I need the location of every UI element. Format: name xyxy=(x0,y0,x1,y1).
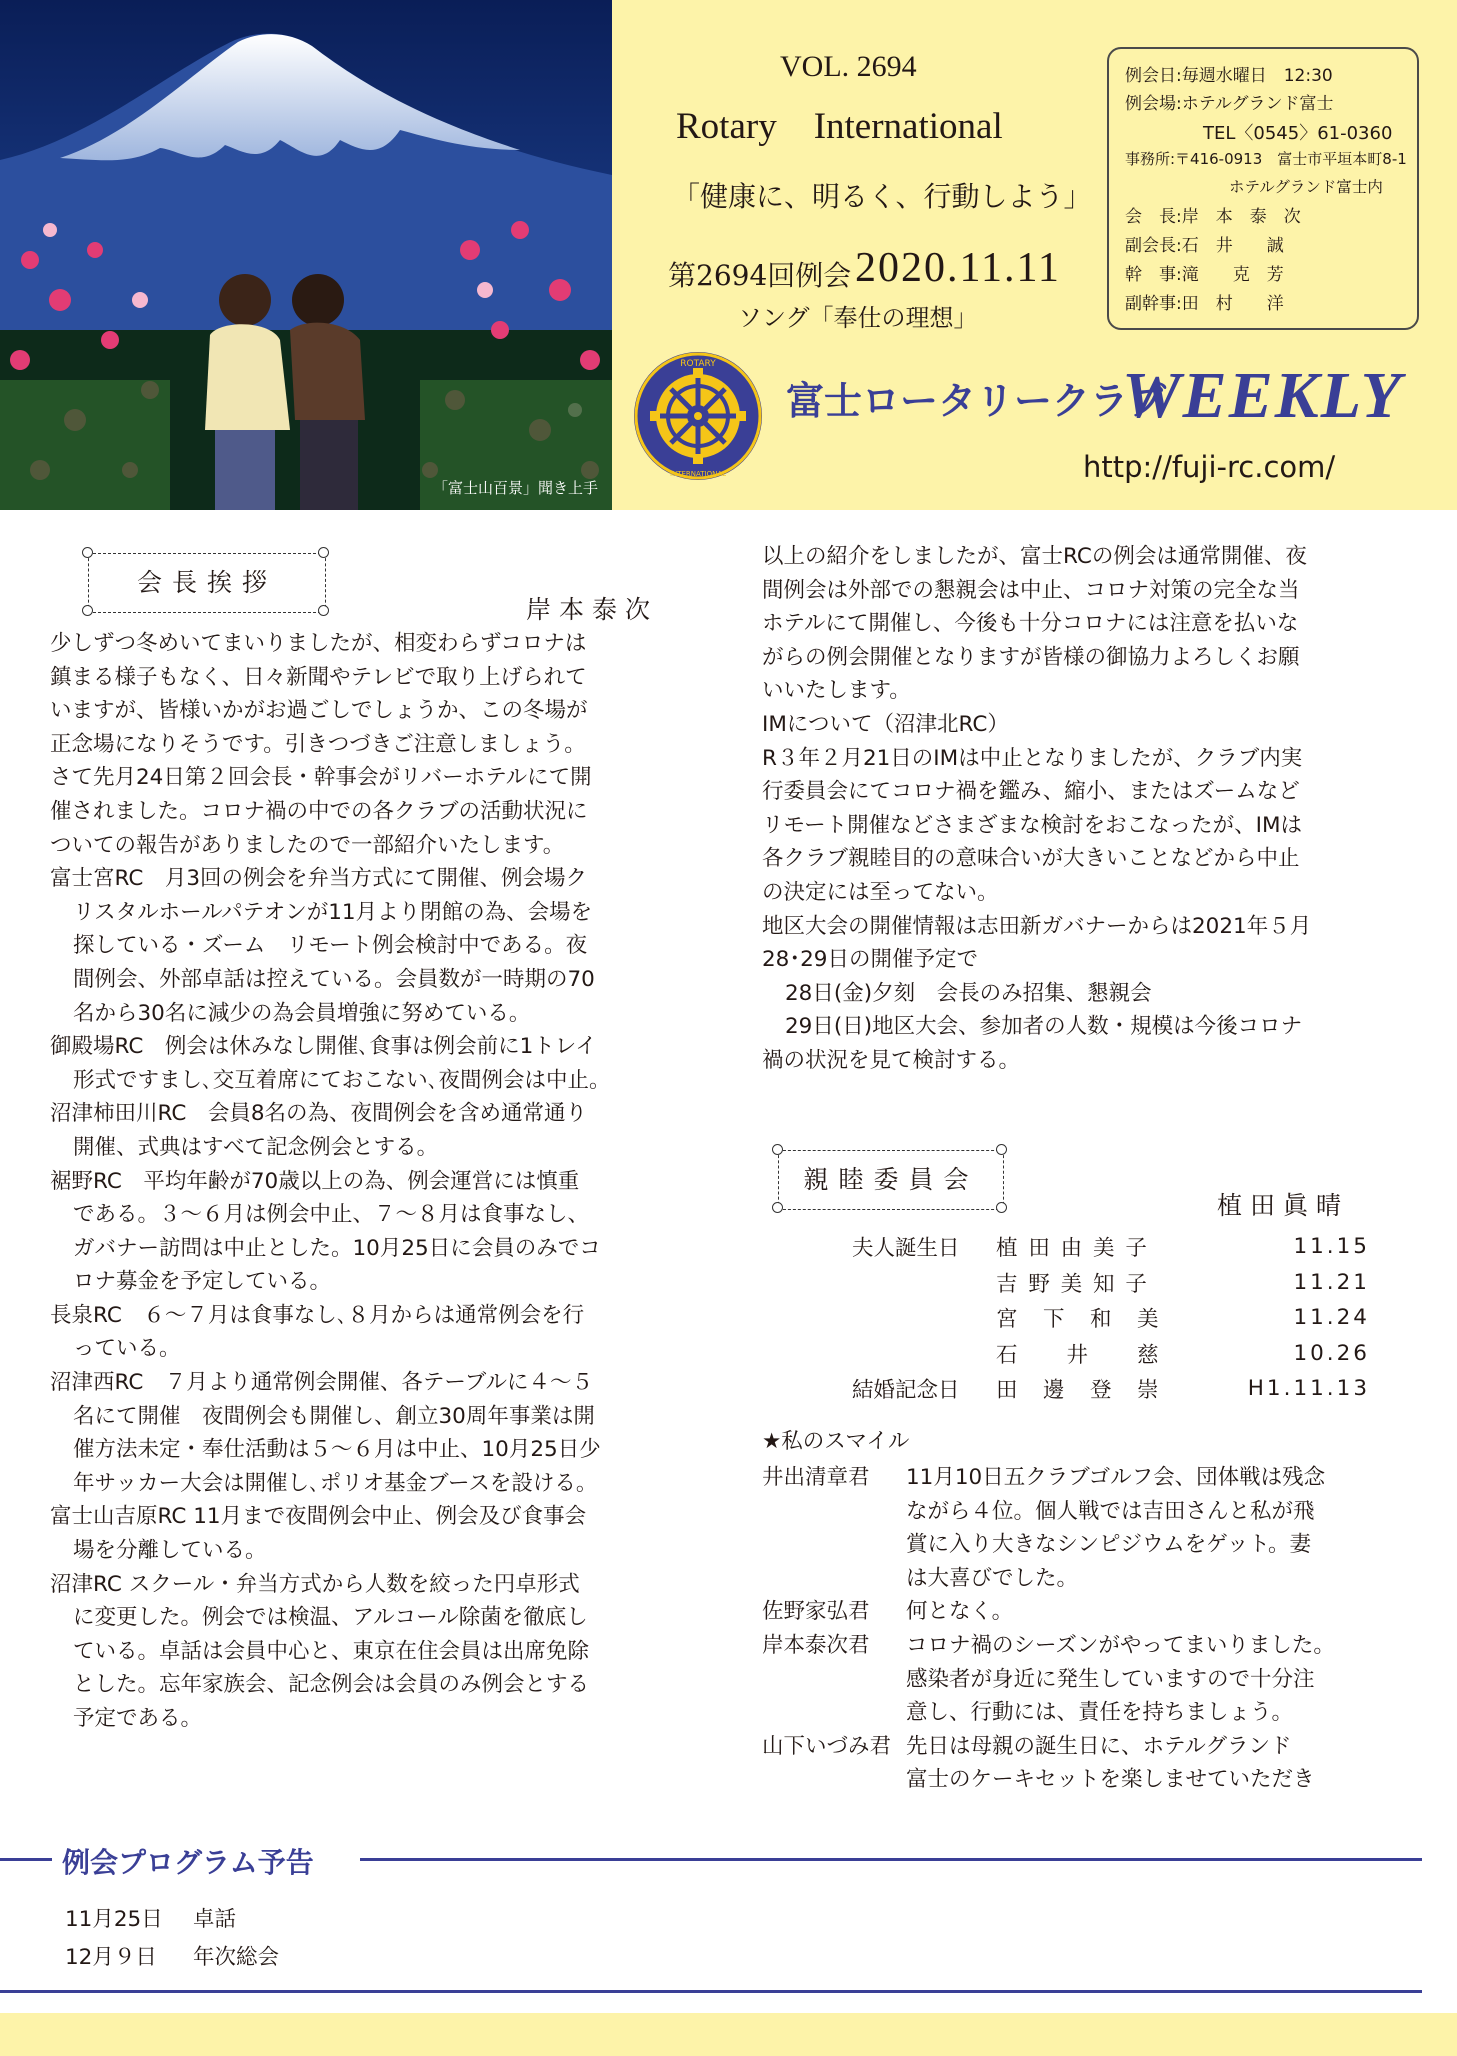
text-line: 28日(金)夕刻 会長のみ招集、懇親会 xyxy=(785,980,1152,1006)
corner-ornament xyxy=(996,1202,1007,1213)
text-line: に変更した。例会では検温、アルコール除菌を徹底し xyxy=(73,1605,588,1631)
text-line: 先日は母親の誕生日に、ホテルグランド xyxy=(906,1733,1292,1759)
info-line: 例会場:ホテルグランド富士 xyxy=(1125,94,1334,114)
text-line: 開催、式典はすべて記念例会とする。 xyxy=(73,1134,439,1160)
divider xyxy=(0,1990,1422,1993)
text-line: 予定である。 xyxy=(73,1706,203,1731)
table-cell: 植 田 由 美 子 xyxy=(996,1236,1149,1262)
logo-text-rotary: ROTARY xyxy=(680,359,716,369)
text-line: 28･29日の開催予定で xyxy=(762,947,978,973)
text-line: 賞に入り大きなシンピジウムをゲット。妻 xyxy=(906,1532,1311,1558)
corner-ornament xyxy=(318,605,329,616)
info-line: 副幹事:田 村 洋 xyxy=(1125,294,1284,314)
table-cell: 夫人誕生日 xyxy=(852,1236,960,1262)
text-line: は大喜びでした。 xyxy=(906,1565,1079,1591)
president-greeting-heading: 会長挨拶 xyxy=(88,553,326,613)
motto: 「健康に、明るく、行動しよう」 xyxy=(672,180,1092,213)
text-line: リスタルホールパテオンが11月より閉館の為、会場を xyxy=(73,899,593,925)
volume-number: VOL. 2694 xyxy=(780,50,917,83)
program-date: 12月９日 xyxy=(65,1945,157,1970)
info-line: 例会日:毎週水曜日 12:30 xyxy=(1125,66,1333,86)
text-line: である。３～６月は例会中止、７～８月は食事なし、 xyxy=(73,1202,590,1228)
text-line: ロナ募金を予定している。 xyxy=(73,1269,332,1295)
text-line: コロナ禍のシーズンがやってまいりました。 xyxy=(906,1632,1335,1658)
text-line: リモート開催などさまざまな検討をおこなったが、IMは xyxy=(762,812,1303,838)
text-line: 富士のケーキセットを楽しませていただき xyxy=(906,1767,1315,1793)
table-cell: 石 井 慈 xyxy=(996,1342,1161,1368)
text-line: 鎮まる様子もなく、日々新聞やテレビで取り上げられて xyxy=(50,664,587,690)
text-line: 形式ですまし､交互着席にておこない､夜間例会は中止。 xyxy=(73,1067,611,1093)
birthday-anniversary-table xyxy=(852,1229,1370,1407)
text-line: 御殿場RC 例会は休みなし開催､食事は例会前に1トレイ xyxy=(50,1034,597,1060)
text-line: とした。忘年家族会、記念例会は会員のみ例会とする xyxy=(73,1672,590,1698)
table-cell xyxy=(852,1336,996,1372)
table-row xyxy=(852,1265,1370,1301)
corner-ornament xyxy=(82,547,93,558)
info-line: 事務所:〒416-0913 富士市平垣本町8-1 xyxy=(1125,150,1407,168)
member-name: 山下いづみ君 xyxy=(762,1733,892,1759)
text-line: 禍の状況を見て検討する。 xyxy=(762,1047,1021,1073)
table-row xyxy=(852,1229,1370,1265)
text-line: 何となく。 xyxy=(906,1599,1014,1625)
table-cell: H1.11.13 xyxy=(1247,1376,1370,1402)
table-cell: 11.24 xyxy=(1293,1305,1370,1331)
text-line: ガバナー訪問は中止とした。10月25日に会員のみでコ xyxy=(73,1235,601,1261)
meeting-date: 2020.11.11 xyxy=(855,245,1061,291)
president-name: 岸本泰次 xyxy=(526,595,659,624)
text-line: 地区大会の開催情報は志田新ガバナーからは2021年５月 xyxy=(762,913,1312,939)
text-line: 探している・ズーム リモート例会検討中である。夜 xyxy=(73,933,588,959)
corner-ornament xyxy=(996,1144,1007,1155)
text-line: ホテルにて開催し、今後も十分コロナには注意を払いな xyxy=(762,611,1299,637)
table-cell: 10.26 xyxy=(1293,1340,1370,1366)
friendship-committee-chair: 植田眞晴 xyxy=(1217,1191,1350,1220)
table-cell: 11.15 xyxy=(1293,1234,1370,1260)
info-line: 副会長:石 井 誠 xyxy=(1125,236,1284,256)
text-line: 長泉RC ６～７月は食事なし､８月からは通常例会を行 xyxy=(50,1302,585,1328)
text-line: 富士山吉原RC 11月まで夜間例会中止、例会及び食事会 xyxy=(50,1504,587,1530)
text-line: 各クラブ親睦目的の意味合いが大きいことなどから中止 xyxy=(762,846,1300,872)
text-line: 名にて開催 夜間例会も開催し、創立30周年事業は開 xyxy=(73,1403,595,1429)
friendship-committee-heading: 親睦委員会 xyxy=(778,1150,1004,1210)
club-info-box xyxy=(1107,47,1419,330)
president-message-continued xyxy=(762,540,1311,1078)
table-cell: 11.21 xyxy=(1293,1269,1370,1295)
table-row xyxy=(852,1371,1370,1407)
text-line: ついての報告がありましたので一部紹介いたします。 xyxy=(50,832,565,858)
text-line: 29日(日)地区大会、参加者の人数・規模は今後コロナ xyxy=(785,1014,1303,1040)
smile-item xyxy=(762,1595,1335,1629)
info-line: TEL〈0545〉61-0360 xyxy=(1203,123,1393,144)
program-event: 卓話 xyxy=(193,1907,237,1932)
text-line: 行委員会にてコロナ禍を鑑み、縮小、またはズームなど xyxy=(762,779,1300,805)
program-title: 例会プログラム予告 xyxy=(62,1846,314,1879)
table-cell: 宮 下 和 美 xyxy=(996,1307,1161,1333)
corner-ornament xyxy=(772,1202,783,1213)
text-line: 富士宮RC 月3回の例会を弁当方式にて開催、例会場ク xyxy=(50,866,588,892)
organization-name: Rotary International xyxy=(676,106,1003,147)
president-message xyxy=(50,627,611,1736)
smile-list xyxy=(762,1461,1335,1797)
text-line: 少しずつ冬めいてまいりましたが、相変わらずコロナは xyxy=(50,631,587,656)
divider xyxy=(0,1858,52,1861)
table-cell xyxy=(852,1265,996,1301)
text-line: 間例会は外部での懇親会は中止、コロナ対策の完全な当 xyxy=(762,577,1300,603)
text-line: 年サッカー大会は開催し､ポリオ基金ブースを設ける。 xyxy=(73,1470,598,1496)
text-line: 正念場になりそうです。引きつづきご注意しましょう。 xyxy=(50,731,586,757)
song: ソング「奉仕の理想」 xyxy=(738,304,978,332)
table-cell: 結婚記念日 xyxy=(852,1378,960,1404)
meeting-number: 第2694回例会 xyxy=(668,259,852,292)
text-line: 裾野RC 平均年齢が70歳以上の為、例会運営には慎重 xyxy=(50,1168,580,1194)
text-line: 感染者が身近に発生していますので十分注 xyxy=(906,1666,1315,1692)
text-line: さて先月24日第２回会長・幹事会がリバーホテルにて開 xyxy=(50,765,592,791)
text-line: 催方法未定・奉仕活動は５～６月は中止、10月25日少 xyxy=(73,1437,601,1463)
text-line: 沼津RC スクール・弁当方式から人数を絞った円卓形式 xyxy=(50,1571,580,1597)
text-line: がらの例会開催となりますが皆様の御協力よろしくお願 xyxy=(762,644,1300,670)
info-line: 会 長:岸 本 泰 次 xyxy=(1125,207,1301,227)
text-line: 場を分離している。 xyxy=(73,1538,267,1564)
smile-item xyxy=(762,1730,1335,1797)
text-line: 以上の紹介をしましたが、富士RCの例会は通常開催、夜 xyxy=(762,544,1307,569)
smile-item xyxy=(762,1461,1335,1595)
rotary-wheel-logo xyxy=(630,348,766,488)
weekly-title: WEEKLY xyxy=(1122,359,1403,432)
table-row xyxy=(852,1300,1370,1336)
info-line: ホテルグランド富士内 xyxy=(1229,178,1383,196)
text-line: ている。卓話は会員中心と、東京在住会員は出席免除 xyxy=(73,1638,590,1664)
text-line: 名から30名に減少の為会員増強に努めている。 xyxy=(73,1000,531,1026)
text-line: いますが、皆様いかがお過ごしでしょうか、この冬場が xyxy=(50,698,588,724)
program-date: 11月25日 xyxy=(65,1907,163,1932)
text-line: ながら４位。個人戦では吉田さんと私が飛 xyxy=(906,1498,1315,1524)
text-line: の決定には至ってない。 xyxy=(762,879,999,905)
text-line: 催されました。コロナ禍の中での各クラブの活動状況に xyxy=(50,798,588,824)
table-cell xyxy=(852,1300,996,1336)
table-row xyxy=(852,1336,1370,1372)
table-cell: 田 邊 登 崇 xyxy=(996,1378,1161,1404)
program-item xyxy=(65,1940,279,1971)
text-line: 沼津西RC ７月より通常例会開催、各テーブルに４～５ xyxy=(50,1370,593,1396)
member-name: 岸本泰次君 xyxy=(762,1632,870,1658)
text-line: R３年２月21日のIMは中止となりましたが、クラブ内実 xyxy=(762,745,1303,771)
logo-text-international: INTERNATIONAL xyxy=(669,470,727,478)
text-line: 意し、行動には、責任を持ちましょう。 xyxy=(906,1700,1294,1726)
text-line: 沼津柿田川RC 会員8名の為、夜間例会を含め通常通り xyxy=(50,1101,588,1127)
masthead xyxy=(0,0,1457,510)
smile-item xyxy=(762,1629,1335,1730)
text-line: 11月10日五クラブゴルフ会、団体戦は残念 xyxy=(906,1465,1326,1490)
text-line: 間例会、外部卓話は控えている。会員数が一時期の70 xyxy=(73,966,595,992)
club-url[interactable]: http://fuji-rc.com/ xyxy=(1083,450,1336,484)
footer-band xyxy=(0,2013,1457,2056)
corner-ornament xyxy=(82,605,93,616)
program-item xyxy=(65,1902,236,1933)
club-name: 富士ロータリークラブ xyxy=(786,378,1167,423)
text-line: っている。 xyxy=(73,1336,181,1362)
member-name: 井出清章君 xyxy=(762,1465,870,1490)
photo-credit: 「富士山百景」聞き上手 xyxy=(432,479,598,497)
text-line: IMについて（沼津北RC） xyxy=(762,711,1009,737)
corner-ornament xyxy=(772,1144,783,1155)
info-line: 幹 事:滝 克 芳 xyxy=(1125,265,1284,285)
program-event: 年次総会 xyxy=(193,1945,280,1970)
mount-fuji-photo xyxy=(0,0,612,510)
member-name: 佐野家弘君 xyxy=(762,1599,870,1625)
text-line: いいたします。 xyxy=(762,678,911,704)
corner-ornament xyxy=(318,547,329,558)
table-cell: 吉 野 美 知 子 xyxy=(996,1271,1149,1297)
smile-heading: ★私のスマイル xyxy=(762,1429,910,1454)
divider xyxy=(360,1858,1422,1861)
